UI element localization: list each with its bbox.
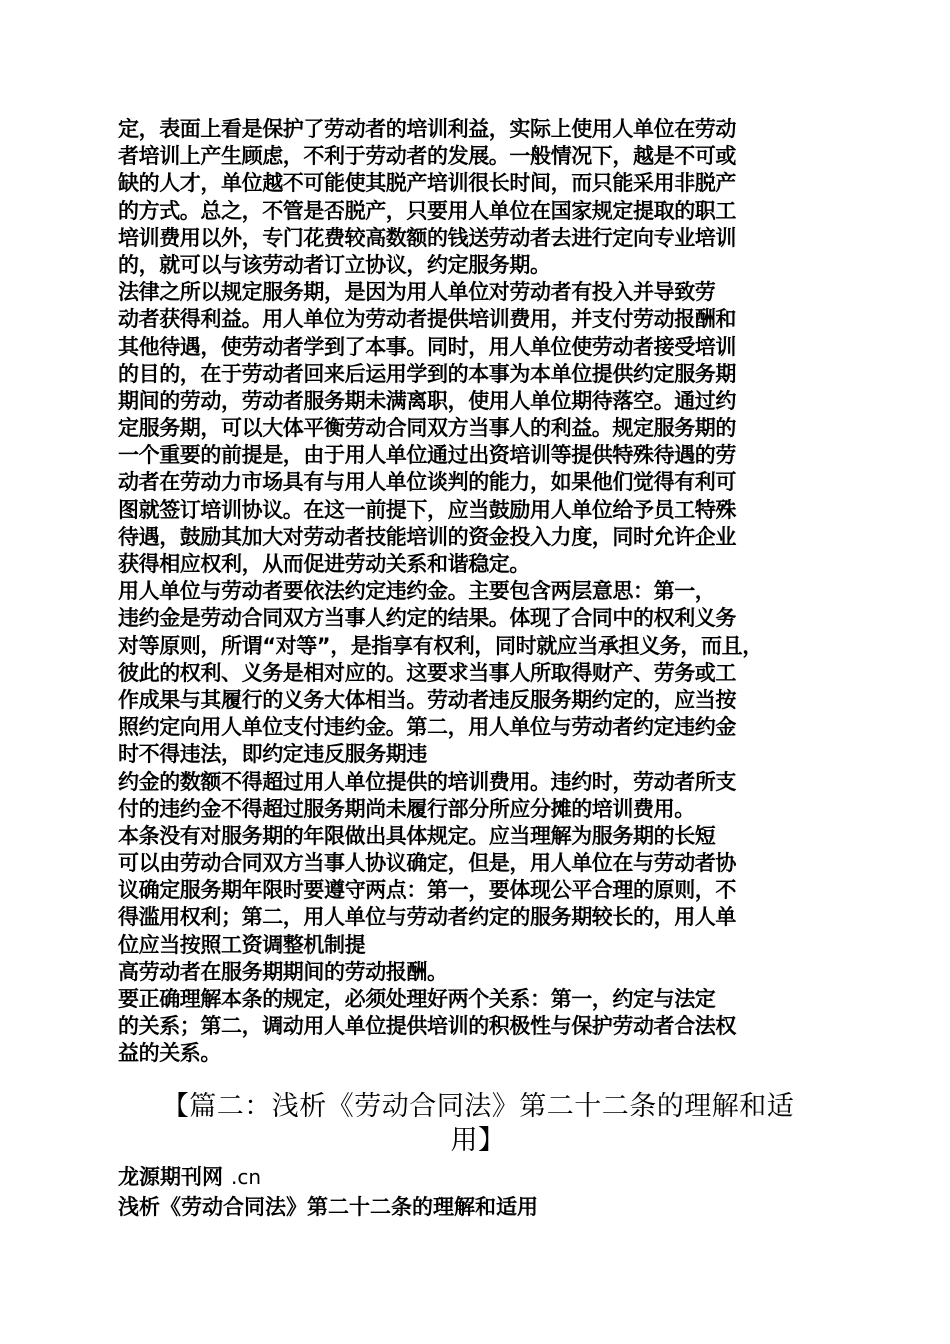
body-line: 期间的劳动，劳动者服务期未满离职，使用人单位期待落空。通过约 — [118, 388, 736, 413]
section-heading-line: 用】 — [450, 1125, 506, 1156]
source-name: 龙源期刊网 — [118, 1165, 223, 1189]
body-line: 高劳动者在服务期期间的劳动报酬。 — [118, 959, 448, 984]
body-line: 一个重要的前提是，由于用人单位通过出资培训等提供特殊待遇的劳 — [118, 443, 736, 468]
body-line: 照约定向用人单位支付违约金。第二，用人单位与劳动者约定违约金 — [118, 715, 736, 740]
body-line: 对等原则，所谓“对等”，是指享有权利，同时就应当承担义务，而且， — [118, 633, 763, 658]
body-line: 的目的，在于劳动者回来后运用学到的本事为本单位提供约定服务期 — [118, 361, 736, 386]
body-line: 的关系；第二，调动用人单位提供培训的积极性与保护劳动者合法权 — [118, 1014, 736, 1039]
body-line: 约金的数额不得超过用人单位提供的培训费用。违约时，劳动者所支 — [118, 769, 736, 794]
body-text — [118, 116, 838, 1068]
body-line: 动者获得利益。用人单位为劳动者提供培训费用，并支付劳动报酬和 — [118, 307, 736, 332]
body-line: 违约金是劳动合同双方当事人约定的结果。体现了合同中的权利义务 — [118, 606, 736, 631]
body-line: 要正确理解本条的规定，必须处理好两个关系：第一，约定与法定 — [118, 987, 716, 1011]
body-line: 其他待遇，使劳动者学到了本事。同时，用人单位使劳动者接受培训 — [118, 334, 736, 359]
body-line: 作成果与其履行的义务大体相当。劳动者违反服务期约定的，应当按 — [118, 687, 736, 712]
body-line: 得滥用权利；第二，用人单位与劳动者约定的服务期较长的，用人单 — [118, 905, 736, 930]
source-line — [118, 1162, 261, 1192]
body-line: 缺的人才，单位越不可能使其脱产培训很长时间，而只能采用非脱产 — [118, 171, 736, 196]
body-line: 本条没有对服务期的年限做出具体规定。应当理解为服务期的长短 — [118, 823, 716, 848]
body-line: 彼此的权利、义务是相对应的。这要求当事人所取得财产、劳务或工 — [118, 660, 736, 685]
body-line: 付的违约金不得超过服务期尚未履行部分所应分摊的培训费用。 — [118, 796, 695, 821]
body-line: 可以由劳动合同双方当事人协议确定，但是，用人单位在与劳动者协 — [118, 851, 736, 876]
body-line: 动者在劳动力市场具有与用人单位谈判的能力，如果他们觉得有利可 — [118, 470, 736, 495]
body-line: 益的关系。 — [118, 1041, 221, 1066]
body-line: 的，就可以与该劳动者订立协议，约定服务期。 — [118, 252, 551, 277]
body-line: 待遇，鼓励其加大对劳动者技能培训的资金投入力度，同时允许企业 — [118, 524, 736, 549]
article-title: 浅析《劳动合同法》第二十二条的理解和适用 — [118, 1195, 538, 1219]
body-line: 的方式。总之，不管是否脱产，只要用人单位在国家规定提取的职工 — [118, 198, 736, 223]
body-line: 用人单位与劳动者要依法约定违约金。主要包含两层意思：第一， — [118, 579, 716, 604]
body-line: 定，表面上看是保护了劳动者的培训利益，实际上使用人单位在劳动 — [118, 117, 736, 141]
body-line: 时不得违法，即约定违反服务期违 — [118, 742, 427, 767]
body-line: 定服务期，可以大体平衡劳动合同双方当事人的利益。规定服务期的 — [118, 416, 736, 441]
source-suffix: .cn — [231, 1165, 262, 1189]
body-line: 法律之所以规定服务期，是因为用人单位对劳动者有投入并导致劳 — [118, 280, 716, 305]
body-line: 获得相应权利，从而促进劳动关系和谐稳定。 — [118, 552, 530, 576]
body-line: 位应当按照工资调整机制提 — [118, 932, 366, 957]
body-line: 图就签订培训协议。在这一前提下，应当鼓励用人单位给予员工特殊 — [118, 497, 736, 522]
section-heading — [118, 1090, 838, 1158]
body-line: 者培训上产生顾虑，不利于劳动者的发展。一般情况下，越是不可或 — [118, 144, 736, 169]
body-line: 议确定服务期年限时要遵守两点：第一，要体现公平合理的原则，不 — [118, 878, 736, 903]
section-heading-line: 【篇二：浅析《劳动合同法》第二十二条的理解和适 — [161, 1091, 795, 1122]
body-line: 培训费用以外，专门花费较高数额的钱送劳动者去进行定向专业培训 — [118, 225, 736, 250]
